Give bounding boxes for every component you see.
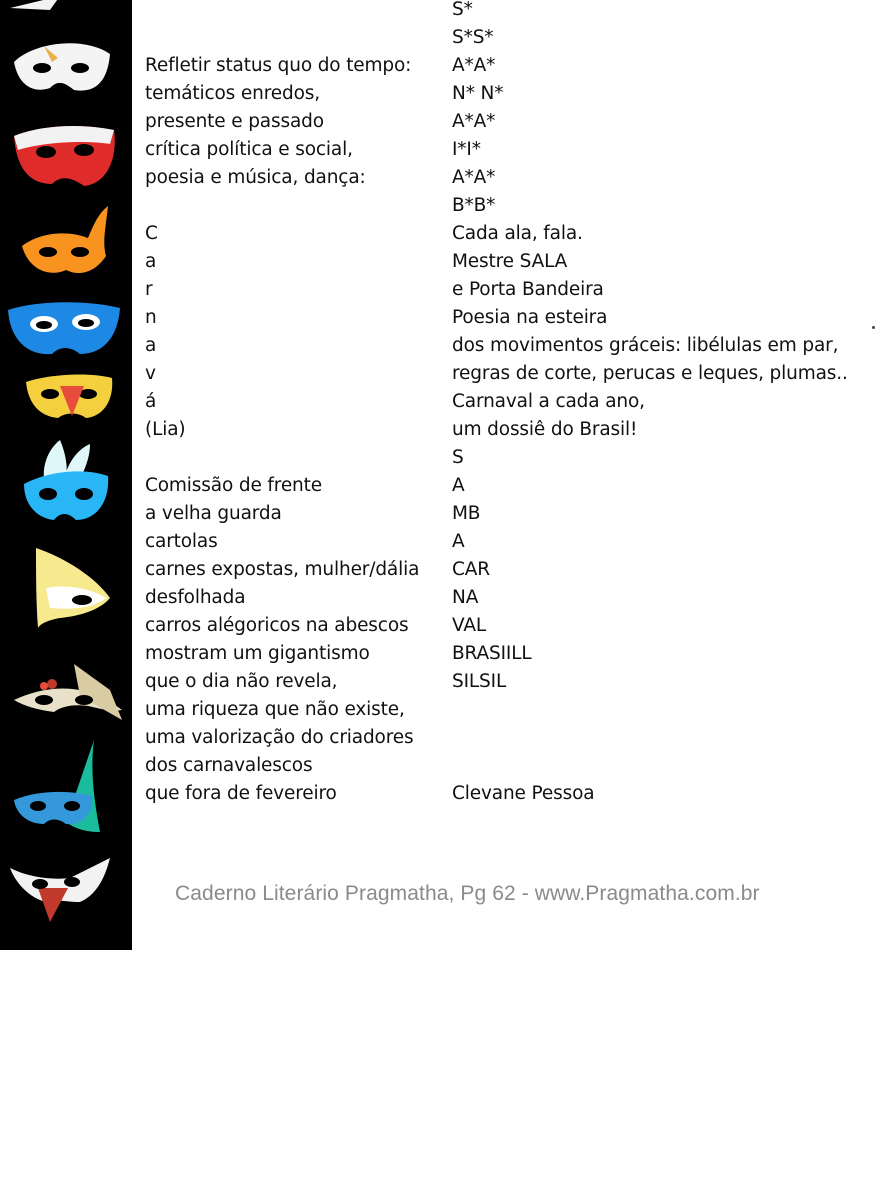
- red-white-mask-icon: [14, 126, 115, 186]
- poem-right-line: e Porta Bandeira: [452, 279, 604, 300]
- poem-left-line: temáticos enredos,: [145, 83, 320, 104]
- red-white-bird-mask-icon: [10, 858, 110, 922]
- poem-right-line: A*A*: [452, 167, 496, 188]
- poem-left-line: C: [145, 223, 158, 244]
- orange-mask-icon: [22, 206, 108, 273]
- yellow-mask-icon: [26, 375, 112, 418]
- poem-left-line: á: [145, 391, 157, 412]
- poem-left-line: a velha guarda: [145, 503, 282, 524]
- mask-strip-artwork: [0, 0, 132, 950]
- poem-right-line: um dossiê do Brasil!: [452, 419, 638, 440]
- poem-right-line: Mestre SALA: [452, 251, 568, 272]
- blue-mask-icon: [8, 302, 120, 354]
- poem-right-line: SILSIL: [452, 671, 507, 692]
- poem-left-line: a: [145, 251, 157, 272]
- poem-right-line: A: [452, 531, 465, 552]
- poem-right-line: S: [452, 447, 464, 468]
- poem-right-line: Cada ala, fala.: [452, 223, 583, 244]
- poem-right-line: A*A*: [452, 55, 496, 76]
- poem-right-line: VAL: [452, 615, 486, 636]
- poem-left-line: uma valorização do criadores: [145, 727, 414, 748]
- poem-left-line: Comissão de frente: [145, 475, 322, 496]
- poem-right-line: S*S*: [452, 27, 494, 48]
- poem-left-line: que fora de fevereiro: [145, 783, 337, 804]
- poem-left-line: que o dia não revela,: [145, 671, 338, 692]
- poem-left-line: crítica política e social,: [145, 139, 353, 160]
- poem-right-line: NA: [452, 587, 479, 608]
- poem-right-line: S*: [452, 0, 473, 20]
- poem-right-line: dos movimentos gráceis: libélulas em par,: [452, 335, 839, 356]
- poem-left-line: Refletir status quo do tempo:: [145, 55, 412, 76]
- poem-left-line: n: [145, 307, 157, 328]
- poem-left-line: carros alégoricos na abescos: [145, 615, 409, 636]
- poem-left-line: desfolhada: [145, 587, 246, 608]
- patterned-mask-icon: [14, 664, 122, 720]
- poem-left-line: mostram um gigantismo: [145, 643, 370, 664]
- poem-left-line: poesia e música, dança:: [145, 167, 366, 188]
- poem-right-line: Carnaval a cada ano,: [452, 391, 645, 412]
- poem-right-line: N* N*: [452, 83, 504, 104]
- poem-right-line: I*I*: [452, 139, 481, 160]
- poem-right-line: Clevane Pessoa: [452, 783, 595, 804]
- poem-right-line: CAR: [452, 559, 490, 580]
- footer-credit: Caderno Literário Pragmatha, Pg 62 - www.Pragmatha.com.br: [175, 882, 760, 905]
- partial-white-mask-icon: [10, 0, 60, 10]
- poem-left-line: a: [145, 335, 157, 356]
- white-gold-mask-icon: [14, 43, 110, 90]
- cyan-feather-mask-icon: [24, 440, 108, 520]
- poem-left-line: dos carnavalescos: [145, 755, 313, 776]
- poem-right-line: B*B*: [452, 195, 496, 216]
- decorative-mask-strip: [0, 0, 132, 950]
- stray-dot: [872, 326, 875, 329]
- poem-left-line: v: [145, 363, 156, 384]
- poem-left-line: presente e passado: [145, 111, 324, 132]
- poem-right-line: A: [452, 475, 465, 496]
- poem-left-line: r: [145, 279, 153, 300]
- poem-right-line: MB: [452, 503, 481, 524]
- teal-mask-icon: [14, 740, 100, 832]
- poem-right-line: regras de corte, perucas e leques, plumas..: [452, 363, 848, 384]
- poem-right-line: BRASIILL: [452, 643, 532, 664]
- yellow-white-mask-icon: [36, 548, 110, 628]
- poem-left-line: uma riqueza que não existe,: [145, 699, 405, 720]
- poem-right-line: Poesia na esteira: [452, 307, 608, 328]
- poem-left-line: carnes expostas, mulher/dália: [145, 559, 420, 580]
- poem-left-line: (Lia): [145, 419, 186, 440]
- poem-right-line: A*A*: [452, 111, 496, 132]
- poem-left-line: cartolas: [145, 531, 218, 552]
